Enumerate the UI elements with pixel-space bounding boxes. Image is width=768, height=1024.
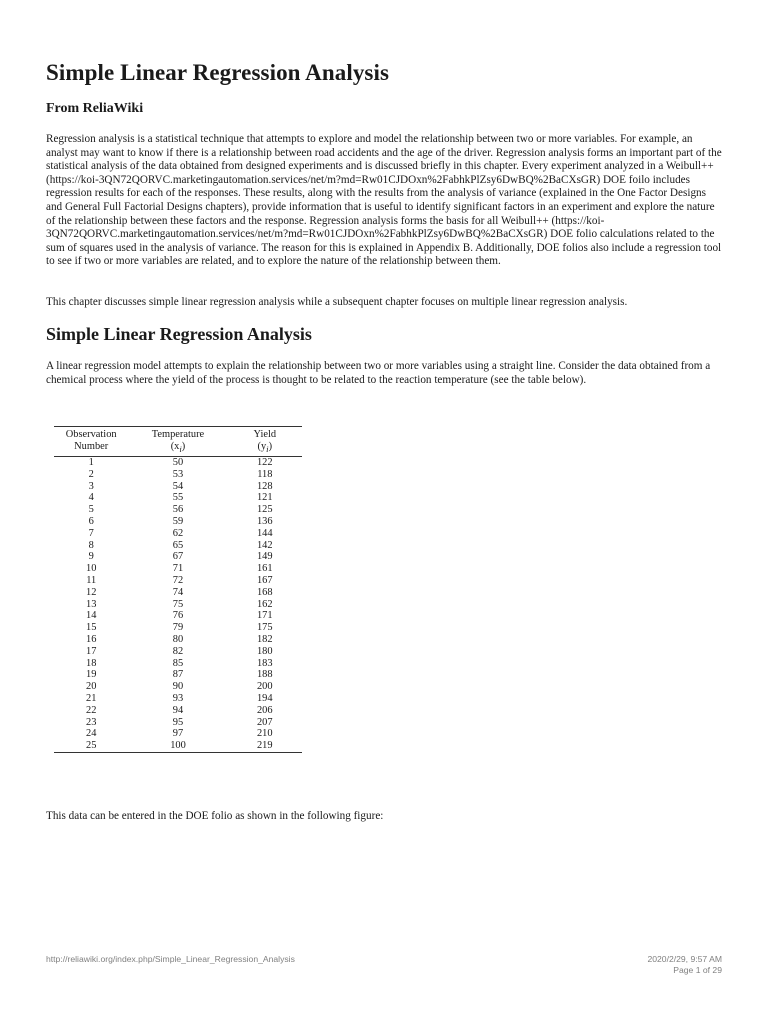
section-heading: Simple Linear Regression Analysis [46, 324, 312, 344]
yield-cell: 128 [256, 480, 273, 492]
table-row [54, 504, 302, 516]
temperature-cell: 53 [172, 468, 184, 480]
table-row [54, 681, 302, 693]
temperature-cell: 97 [172, 728, 184, 740]
temperature-cell: 75 [172, 598, 184, 610]
table-row [54, 528, 302, 540]
temperature-cell: 67 [172, 551, 184, 563]
observation-cell: 5 [88, 504, 94, 516]
table-row [54, 622, 302, 634]
table-row [54, 492, 302, 504]
yield-cell: 168 [256, 586, 273, 598]
yield-cell: 162 [256, 598, 273, 610]
observation-cell: 25 [54, 740, 128, 752]
table-row [54, 634, 302, 646]
temperature-cell: 93 [172, 693, 184, 705]
observation-cell: 2 [88, 468, 94, 480]
yield-cell: 142 [256, 539, 273, 551]
table-row [54, 563, 302, 575]
observation-cell: 16 [86, 634, 97, 646]
table-row [54, 587, 302, 599]
yield-cell: 194 [256, 693, 273, 705]
table-row [54, 457, 302, 469]
observation-cell: 22 [86, 704, 97, 716]
footer-page-number: Page 1 of 29 [673, 965, 722, 975]
page-title: Simple Linear Regression Analysis [46, 60, 390, 85]
observation-cell: 7 [88, 527, 94, 539]
yield-cell: 175 [256, 622, 273, 634]
yield-temperature-table [54, 426, 302, 753]
table-row [54, 717, 302, 729]
temperature-cell: 59 [172, 516, 184, 528]
yield-cell: 183 [256, 657, 273, 669]
temperature-cell: 65 [172, 539, 184, 551]
observation-cell: 13 [86, 598, 97, 610]
table-row [54, 516, 302, 528]
source-subtitle: From ReliaWiki [46, 101, 144, 116]
table-row [54, 469, 302, 481]
yield-cell: 125 [256, 504, 273, 516]
temperature-cell: 87 [172, 669, 184, 681]
entry-paragraph: This data can be entered in the DOE folio as shown in the following figure: [46, 810, 384, 822]
header-yield [228, 427, 302, 457]
yield-cell: 210 [256, 728, 273, 740]
intro-paragraph: Regression analysis is a statistical technique that attempts to explore and model the relationship between two or more variables. For example, an analyst may want to know if there is a relationship between road accidents and the age of the driver. Regression analysis forms an important part of the statistical analysis of the data obtained from designed experiments and is discussed briefly in this chapter. Every experiment analyzed in a Weibull++ (https://koi-3QN72QORVC.marketingautomation.services/net/m?md=Rw01CJDOxn%2FabhkPlZsy6DwBQ%2BaCXsGR) DOE foilo includes regression results for each of the responses. These results, along with the results from the analysis of variance (explained in the One Factor Designs and General Full Factorial Designs chapters), provide information that is useful to identify significant factors in an experiment and explore the nature of the relationship between these factors and the response. Regression analysis forms the basis for all Weibull++ (https://koi-3QN72QORVC.marketingautomation.services/net/m?md=Rw01CJDOxn%2FabhkPlZsy6DwBQ%2BaCXsGR) DOE folio calculations related to the sum of squares used in the analysis of variance. The reason for this is explained in Appendix B. Additionally, DOE folios also include a regression tool to see if two or more variables are related, and to explore the nature of the relationship between them. [46, 133, 722, 268]
observation-cell: 11 [86, 575, 97, 587]
observation-cell: 12 [86, 586, 97, 598]
chapter-paragraph: This chapter discusses simple linear regression analysis while a subsequent chapter focuses on multiple linear regression analysis. [46, 296, 628, 308]
observation-cell: 17 [86, 645, 97, 657]
table-row [54, 540, 302, 552]
temperature-cell: 56 [172, 504, 184, 516]
table-row [54, 669, 302, 681]
observation-cell: 6 [88, 516, 94, 528]
yield-cell: 122 [256, 457, 273, 469]
temperature-cell: 85 [172, 657, 184, 669]
temperature-cell: 55 [172, 492, 184, 504]
header-yield-sub: i [266, 443, 269, 454]
header-yield-line1: Yield [253, 429, 277, 440]
table-row [54, 728, 302, 740]
table-row [54, 693, 302, 705]
table-row [54, 646, 302, 658]
temperature-cell: 80 [172, 634, 184, 646]
observation-cell: 19 [86, 669, 97, 681]
temperature-cell: 94 [172, 704, 184, 716]
observation-cell: 14 [86, 610, 97, 622]
temperature-cell: 74 [172, 586, 184, 598]
header-temperature-close: ) [181, 440, 186, 452]
temperature-cell: 71 [172, 563, 184, 575]
table-body [54, 457, 302, 753]
yield-cell: 161 [256, 563, 273, 575]
yield-cell: 182 [256, 634, 273, 646]
temperature-cell: 50 [172, 457, 184, 469]
temperature-cell: 76 [172, 610, 184, 622]
observation-cell: 1 [88, 457, 94, 469]
temperature-cell: 100 [128, 740, 227, 752]
table-row [54, 481, 302, 493]
header-temperature-sub: i [179, 443, 182, 454]
yield-cell: 207 [256, 716, 273, 728]
temperature-cell: 62 [172, 527, 184, 539]
observation-cell: 20 [86, 681, 97, 693]
header-temperature-line1: Temperature [151, 429, 205, 440]
table-row [54, 705, 302, 717]
table-row [54, 610, 302, 622]
yield-cell: 167 [256, 575, 273, 587]
observation-cell: 18 [86, 657, 97, 669]
table-row [54, 575, 302, 587]
temperature-cell: 72 [172, 575, 184, 587]
header-yield-open: (y [257, 440, 267, 452]
model-paragraph: A linear regression model attempts to explain the relationship between two or more variables using a straight line. Consider the data obtained from a chemical process where the yield of the process is thought to be related to the reaction temperature (see the table below). [46, 360, 711, 386]
yield-cell: 200 [256, 681, 273, 693]
header-temperature [128, 427, 227, 457]
table-row [54, 740, 302, 752]
header-observation-line1: Observation [65, 429, 117, 440]
temperature-cell: 95 [172, 716, 184, 728]
observation-cell: 10 [86, 563, 97, 575]
header-observation-line2: Number [74, 440, 109, 452]
yield-cell: 219 [228, 740, 302, 752]
table-header-row [54, 427, 302, 457]
header-yield-close: ) [268, 440, 273, 452]
temperature-cell: 79 [172, 622, 184, 634]
yield-cell: 144 [256, 527, 273, 539]
yield-cell: 136 [256, 516, 273, 528]
footer-timestamp: 2020/2/29, 9:57 AM [647, 954, 722, 964]
temperature-cell: 82 [172, 645, 184, 657]
yield-cell: 188 [256, 669, 273, 681]
temperature-cell: 54 [172, 480, 184, 492]
footer-url-link[interactable]: http://reliawiki.org/index.php/Simple_Linear_Regression_Analysis [46, 954, 295, 964]
yield-cell: 180 [256, 645, 273, 657]
observation-cell: 4 [88, 492, 94, 504]
observation-cell: 23 [86, 716, 97, 728]
table-row [54, 658, 302, 670]
observation-cell: 8 [88, 539, 94, 551]
header-observation [54, 427, 128, 457]
yield-cell: 149 [256, 551, 273, 563]
temperature-cell: 90 [172, 681, 184, 693]
observation-cell: 15 [86, 622, 97, 634]
table-row [54, 551, 302, 563]
yield-cell: 121 [256, 492, 273, 504]
observation-cell: 9 [88, 551, 94, 563]
observation-cell: 3 [88, 480, 94, 492]
observation-cell: 21 [86, 693, 97, 705]
header-temperature-open: (x [170, 440, 180, 452]
yield-cell: 118 [257, 468, 273, 480]
yield-cell: 206 [256, 704, 273, 716]
table-row [54, 599, 302, 611]
footer-meta [647, 954, 722, 976]
observation-cell: 24 [86, 728, 97, 740]
yield-cell: 171 [256, 610, 273, 622]
